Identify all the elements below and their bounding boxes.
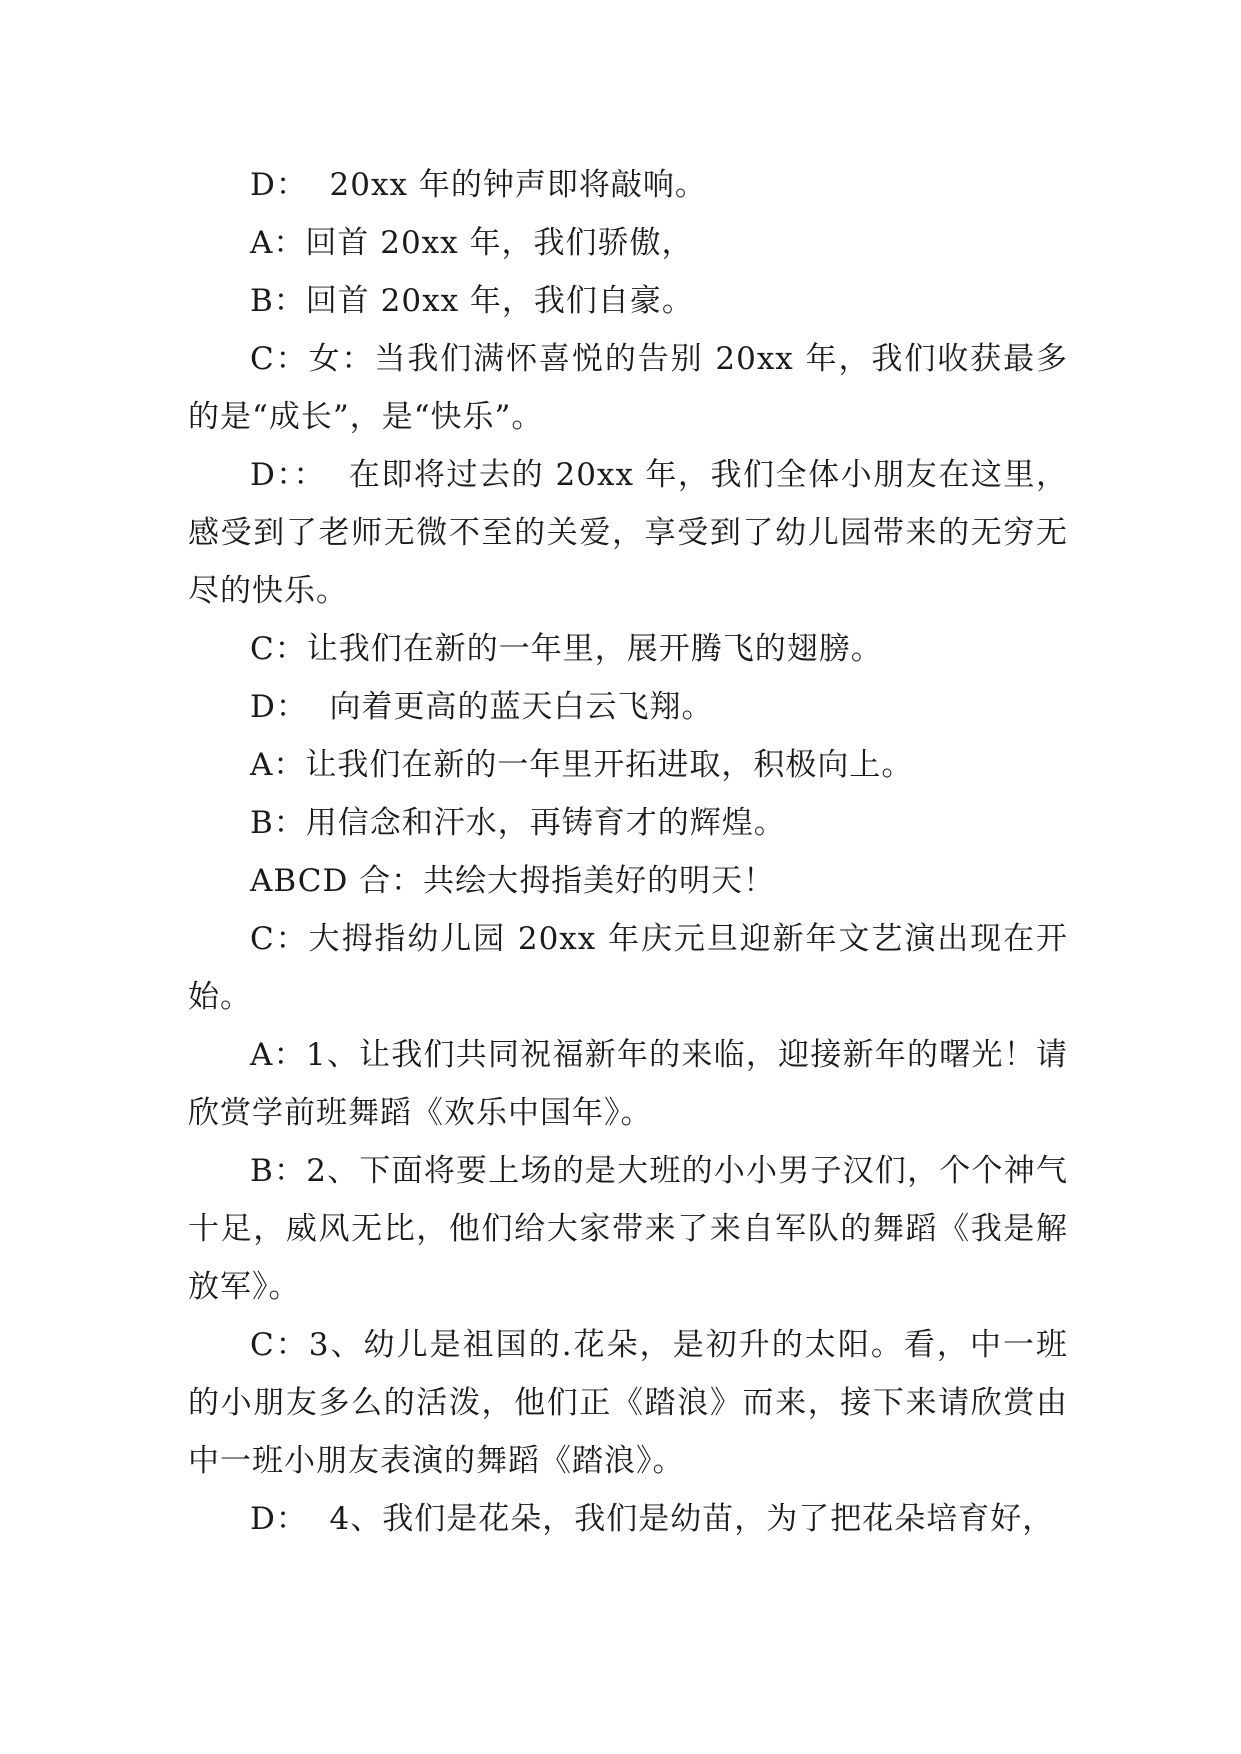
paragraph: C：女：当我们满怀喜悦的告别 20xx 年，我们收获最多的是“成长”，是“快乐”。 — [188, 341, 1068, 435]
paragraph: C：让我们在新的一年里，展开腾飞的翅膀。 — [250, 631, 883, 667]
paragraph: ABCD 合：共绘大拇指美好的明天！ — [250, 863, 776, 899]
paragraph: A：让我们在新的一年里开拓进取，积极向上。 — [250, 747, 914, 783]
paragraph: D：： 在即将过去的 20xx 年，我们全体小朋友在这里，感受到了老师无微不至的关爱，享受到了幼儿园带来的无穷无尽的快乐。 — [188, 457, 1068, 609]
paragraph: B：用信念和汗水，再铸育才的辉煌。 — [250, 805, 786, 841]
paragraph: A：1、让我们共同祝福新年的来临，迎接新年的曙光！请欣赏学前班舞蹈《欢乐中国年》。 — [188, 1037, 1068, 1131]
paragraph: D： 向着更高的蓝天白云飞翔。 — [250, 689, 714, 725]
paragraph: B：回首 20xx 年，我们自豪。 — [250, 283, 694, 319]
paragraph: C：大拇指幼儿园 20xx 年庆元旦迎新年文艺演出现在开始。 — [188, 921, 1068, 1015]
paragraph: B：2、下面将要上场的是大班的小小男子汉们，个个神气十足，威风无比，他们给大家带来了来自军队的舞蹈《我是解放军》。 — [188, 1153, 1068, 1305]
paragraph: A：回首 20xx 年，我们骄傲， — [250, 225, 694, 261]
paragraph: D： 4、我们是花朵，我们是幼苗，为了把花朵培育好， — [250, 1501, 1055, 1537]
paragraph: C：3、幼儿是祖国的.花朵，是初升的太阳。看，中一班的小朋友多么的活泼，他们正《踏浪》而来，接下来请欣赏由中一班小朋友表演的舞蹈《踏浪》。 — [188, 1327, 1068, 1479]
paragraph: D： 20xx 年的钟声即将敲响。 — [250, 167, 707, 203]
document-body — [188, 156, 1068, 1548]
